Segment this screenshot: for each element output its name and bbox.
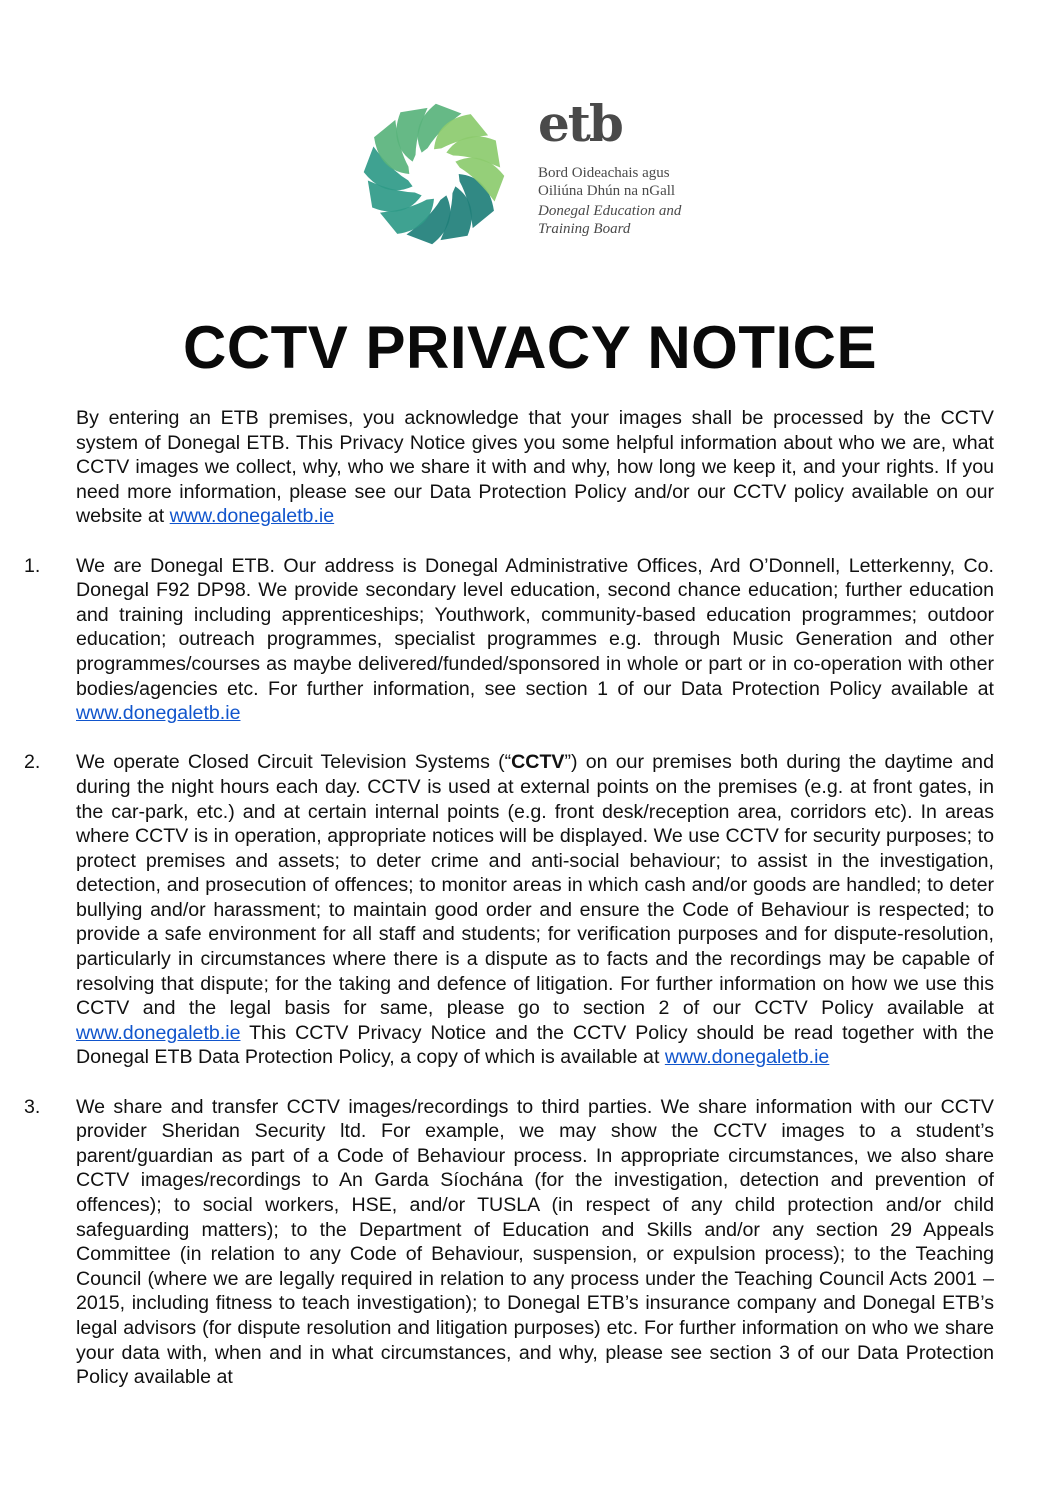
- list-item-text: We share and transfer CCTV images/recordings to third parties. We share information with our CCTV provider Sheridan Security ltd. For example, we may show the CCTV images to a student’s parent/guardian as part of a Code of Behaviour process. In appropriate circumstances, we also share CCTV images/recordings to An Garda Síochána (for the investigation, detection and prevention of offences); to social workers, HSE, and/or TUSLA (in respect of any child protection and/or child safeguarding matters); to the Department of Education and Skills and/or any section 29 Appeals Committee (in relation to any Code of Behaviour, suspension, or expulsion process); to the Teaching Council (where we are legally required in relation to any process under the Teaching Council Acts 2001 – 2015, including fitness to teach investigation); to Donegal ETB’s insurance company and Donegal ETB’s legal advisors (for dispute resolution and litigation purposes) etc. For further information on who we share your data with, when and in what circumstances, and why, please see section 3 of our Data Protection Policy available at: [76, 1095, 994, 1389]
- etb-swirl-logo-icon: [358, 98, 510, 250]
- list-item-text: This CCTV Privacy Notice and the CCTV Policy should be read together with the Donegal ETB Data Protection Policy, a copy of which is available at: [76, 1021, 994, 1069]
- logo-english-name: [538, 202, 681, 238]
- etb-logo: [358, 96, 698, 256]
- intro-text: By entering an ETB premises, you acknowledge that your images shall be processed by the CCTV system of Donegal ETB. This Privacy Notice gives you some helpful information about who we are, what CCTV images we collect, why, who we share it with and why, how long we keep it, and your rights. If you need more information, please see our Data Protection Policy and/or our CCTV policy available on our website at: [76, 407, 994, 528]
- intro-paragraph: [76, 406, 994, 529]
- logo-english-line-2: Training Board: [538, 221, 631, 237]
- logo-irish-name: [538, 164, 681, 200]
- logo-wordmark: [538, 96, 681, 238]
- list-item-text: ”) on our premises both during the daytime and during the night hours each day. CCTV is used at external points on the premises (e.g. at front gates, in the car-park, etc.) and at certain internal points (e.g. front desk/reception area, corridors etc). In areas where CCTV is in operation, appropriate notices will be displayed. We use CCTV for security purposes; to protect premises and assets; to deter crime and anti-social behaviour; to assist in the investigation, detection, and prosecution of offences; to monitor areas in which cash and/or goods are handled; to deter bullying and/or harassment; to maintain good order and ensure the Code of Behaviour is respected; to provide a safe environment for all staff and students; for verification purposes and for dispute-resolution, particularly in circumstances where there is a dispute as to facts and the recordings may be capable of resolving that dispute; for the taking and defence of litigation. For further information on how we use this CCTV and the legal basis for same, please go to section 2 of our CCTV Policy available at: [76, 751, 994, 1020]
- logo-irish-line-1: Bord Oideachais agus: [538, 165, 670, 181]
- page-title: CCTV PRIVACY NOTICE: [182, 314, 878, 381]
- list-item-3: [24, 1095, 994, 1390]
- logo-etb-text: etb: [538, 94, 622, 153]
- list-item-1: [24, 554, 994, 726]
- website-link[interactable]: www.donegaletb.ie: [76, 702, 241, 725]
- notice-body: [24, 406, 994, 1390]
- website-link[interactable]: www.donegaletb.ie: [664, 1046, 830, 1069]
- logo-irish-line-2: Oiliúna Dhún na nGall: [538, 183, 676, 199]
- list-item-text: We operate Closed Circuit Television Systems (“: [76, 751, 512, 774]
- logo-english-line-1: Donegal Education and: [538, 203, 682, 219]
- list-number: 2.: [24, 751, 41, 774]
- list-item-text: We are Donegal ETB. Our address is Donegal Administrative Offices, Ard O’Donnell, Letterkenny, Co. Donegal F92 DP98. We provide secondary level education, second chance education; further education and training including apprenticeships; Youthwork, community-based education programmes; outdoor education; outreach programmes, specialist programmes e.g. through Music Generation and other programmes/courses as maybe delivered/funded/sponsored in whole or part or in co-operation with other bodies/agencies etc. For further information, see section 1 of our Data Protection Policy available at: [76, 554, 994, 700]
- website-link[interactable]: www.donegaletb.ie: [76, 1021, 241, 1044]
- list-number: 3.: [24, 1095, 41, 1118]
- cctv-bold-term: CCTV: [511, 751, 565, 774]
- list-item-2: [24, 750, 994, 1070]
- website-link[interactable]: www.donegaletb.ie: [169, 505, 335, 528]
- list-number: 1.: [24, 554, 41, 577]
